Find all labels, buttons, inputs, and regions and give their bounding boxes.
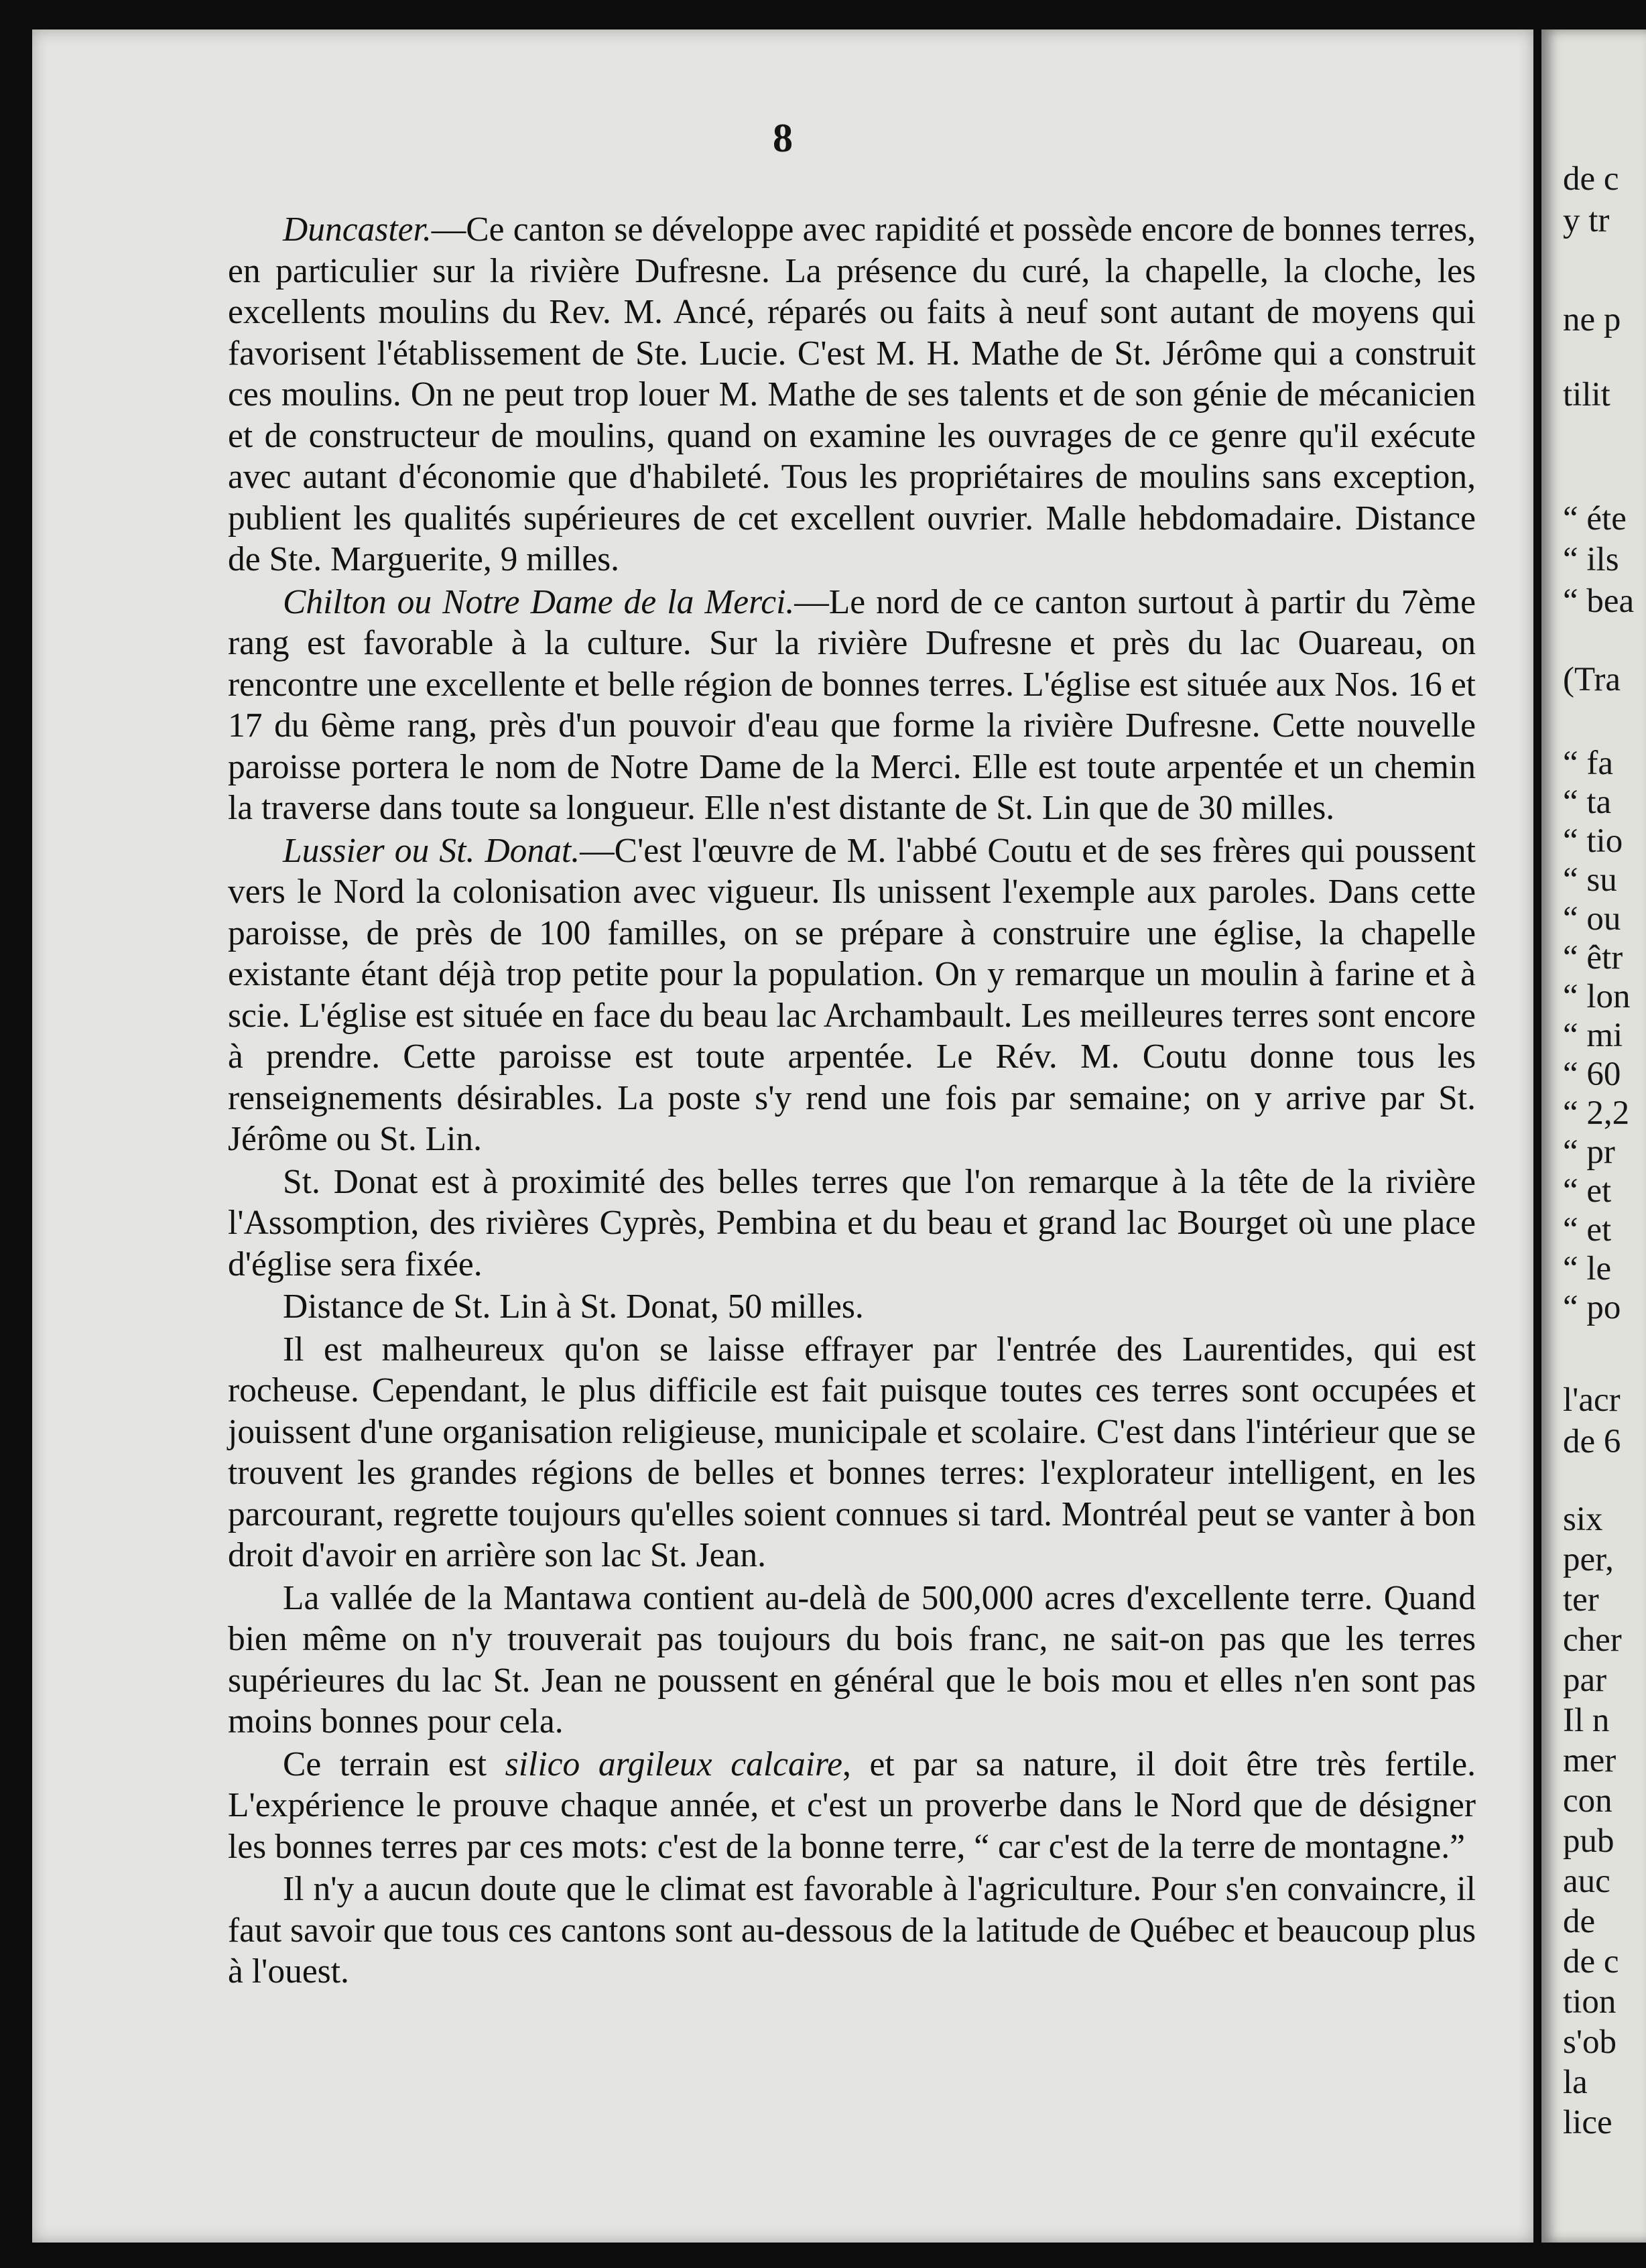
next-page-fragment: per, <box>1563 1541 1614 1578</box>
paragraph-st-donat <box>228 1161 1476 1285</box>
next-page-fragment: “ pr <box>1563 1133 1615 1171</box>
next-page-fragment: “ 2,2 <box>1563 1094 1630 1132</box>
next-page-fragment: mer <box>1563 1742 1617 1779</box>
paragraph-text: Il n'y a aucun doute que le climat est favorable à l'agriculture. Pour s'en convaincre, il faut savoir que tous ces cantons sont au-dessous de la latitude de Québec et beaucoup plus à l'ouest. <box>228 1870 1476 1991</box>
paragraph-duncaster <box>228 209 1476 580</box>
next-page-fragment: de c <box>1563 1943 1619 1980</box>
next-page-fragment: “ su <box>1563 861 1617 899</box>
paragraph-text: La vallée de la Mantawa contient au-delà de 500,000 acres d'excellente terre. Quand bien même on n'y trouverait pas toujours du bois franc, ne sait-on pas que les terres supérieures du lac St. Jean ne poussent en général que le bois mou et elles n'en sont pas moins bonnes pour cela. <box>228 1578 1476 1741</box>
next-page-fragment: six <box>1563 1501 1603 1538</box>
page-body <box>228 209 1476 1993</box>
next-page-fragment: “ et <box>1563 1172 1612 1210</box>
page-number: 8 <box>773 116 793 160</box>
next-page-fragment: ne p <box>1563 301 1621 338</box>
next-page-fragment: “ po <box>1563 1289 1621 1326</box>
next-page-fragment: par <box>1563 1661 1607 1699</box>
next-page-fragment: “ bea <box>1563 582 1635 620</box>
next-page-fragment: y tr <box>1563 202 1610 239</box>
next-page-fragment: tion <box>1563 1983 1617 2021</box>
emphasis-text: silico argileux calcaire <box>505 1745 843 1783</box>
paragraph-climat <box>228 1869 1476 1993</box>
next-page-fragment: l'acr <box>1563 1381 1621 1419</box>
next-page-fragment: “ le <box>1563 1250 1612 1287</box>
paragraph-text: —C'est l'œuvre de M. l'abbé Coutu et de ses frères qui poussent vers le Nord la colonisation avec vigueur. Ils unissent l'exemple aux paroles. Dans cette paroisse, de près de 100 familles, on se prépare à construire une église, la chapelle existante étant déjà trop petite pour la population. On y remarque un moulin à farine et à scie. L'église est située en face du beau lac Archambault. Les meilleures terres sont encore à prendre. Cette paroisse est toute arpentée. Le Rév. M. Coutu donne tous les renseignements désirables. La poste s'y rend une fois par semaine; on y arrive par St. Jérôme ou St. Lin. <box>228 831 1476 1158</box>
paragraph-laurentides <box>228 1329 1476 1576</box>
paragraph-terrain <box>228 1744 1476 1868</box>
next-page-fragment: “ ta <box>1563 783 1612 821</box>
paragraph-mantawa <box>228 1578 1476 1743</box>
paragraph-text: , et par sa nature, il doit être très fertile. L'expérience le prouve chaque année, et c'est un proverbe dans le Nord que de désigner les bonnes terres par ces mots: c'est de la bonne terre, “ car c'est de la terre de montagne.” <box>228 1745 1476 1866</box>
next-page-fragment: s'ob <box>1563 2023 1617 2061</box>
paragraph-lussier <box>228 830 1476 1160</box>
paragraph-text: —Ce canton se développe avec rapidité et possède encore de bonnes terres, en particulier sur la rivière Dufresne. La présence du curé, la chapelle, la cloche, les excellents moulins du Rev. M. Ancé, réparés ou faits à neuf sont autant de moyens qui favorisent l'établissement de Ste. Lucie. C'est M. H. Mathe de St. Jérôme qui a construit ces moulins. On ne peut trop louer M. Mathe de ses talents et de son génie de mécanicien et de constructeur de moulins, quand on examine les ouvrages de ce genre qu'il exécute avec autant d'économie que d'habileté. Tous les propriétaires de moulins sans exception, publient les qualités supérieures de cet excellent ouvrier. Malle hebdomadaire. Distance de Ste. Marguerite, 9 milles. <box>228 210 1476 578</box>
next-page-fragment: cher <box>1563 1621 1622 1659</box>
next-page-fragment: “ lon <box>1563 978 1631 1015</box>
book-page <box>32 29 1533 2243</box>
next-page-fragment: de c <box>1563 160 1619 198</box>
next-page-fragment: con <box>1563 1782 1612 1820</box>
paragraph-text: Ce terrain est <box>283 1745 505 1783</box>
paragraph-text: —Le nord de ce canton surtout à partir du 7ème rang est favorable à la culture. Sur la rivière Dufresne et près du lac Ouareau, on rencontre une excellente et belle région de bonnes terres. L'église est située aux Nos. 16 et 17 du 6ème rang, près d'un pouvoir d'eau que forme la rivière Dufresne. Cette nouvelle paroisse portera le nom de Notre Dame de la Merci. Elle est toute arpentée et un chemin la traverse dans toute sa longueur. Elle n'est distante de St. Lin que de 30 milles. <box>228 582 1476 827</box>
next-page-fragment: “ tio <box>1563 822 1623 860</box>
next-page-fragment: de <box>1563 1903 1596 1940</box>
next-page-fragment: (Tra <box>1563 661 1621 698</box>
next-page-fragment: tilit <box>1563 376 1610 414</box>
place-name: Chilton ou Notre Dame de la Merci. <box>283 582 795 621</box>
paragraph-text: St. Donat est à proximité des belles terres que l'on remarque à la tête de la rivière l'Assomption, des rivières Cyprès, Pembina et du beau et grand lac Bourget où une place d'église sera fixée. <box>228 1162 1476 1283</box>
place-name: Lussier ou St. Donat. <box>283 831 580 870</box>
paragraph-distance <box>228 1286 1476 1328</box>
next-page-fragment: “ 60 <box>1563 1056 1621 1093</box>
next-page-fragment: “ êtr <box>1563 939 1623 976</box>
next-page-fragment: auc <box>1563 1863 1610 1900</box>
next-page-fragment: Il n <box>1563 1702 1610 1739</box>
paragraph-text: Il est malheureux qu'on se laisse effrayer par l'entrée des Laurentides, qui est rocheuse. Cependant, le plus difficile est fait puisque toutes ces terres sont occupées et jouissent d'une organisation religieuse, municipale et scolaire. C'est dans l'intérieur que se trouvent les grandes régions de belles et bonnes terres: l'explorateur intelligent, en les parcourant, regrette toujours qu'elles soient connues si tard. Montréal peut se vanter à bon droit d'avoir en arrière son lac St. Jean. <box>228 1330 1476 1574</box>
next-page-fragment: “ fa <box>1563 745 1614 782</box>
next-page-fragment: “ ils <box>1563 541 1619 578</box>
next-page-fragment: ter <box>1563 1581 1599 1619</box>
paragraph-text: Distance de St. Lin à St. Donat, 50 milles. <box>283 1287 864 1326</box>
next-page-fragment: “ ou <box>1563 900 1621 938</box>
next-page-fragment: “ et <box>1563 1211 1612 1249</box>
place-name: Duncaster. <box>283 210 432 249</box>
next-page-fragment: “ mi <box>1563 1017 1623 1054</box>
next-page-fragment: lice <box>1563 2104 1612 2141</box>
next-page-fragment: pub <box>1563 1822 1615 1860</box>
next-page-edge <box>1541 29 1646 2243</box>
next-page-fragment: “ éte <box>1563 500 1627 538</box>
paragraph-chilton <box>228 582 1476 829</box>
next-page-fragment: la <box>1563 2064 1588 2101</box>
next-page-fragment: de 6 <box>1563 1423 1621 1460</box>
